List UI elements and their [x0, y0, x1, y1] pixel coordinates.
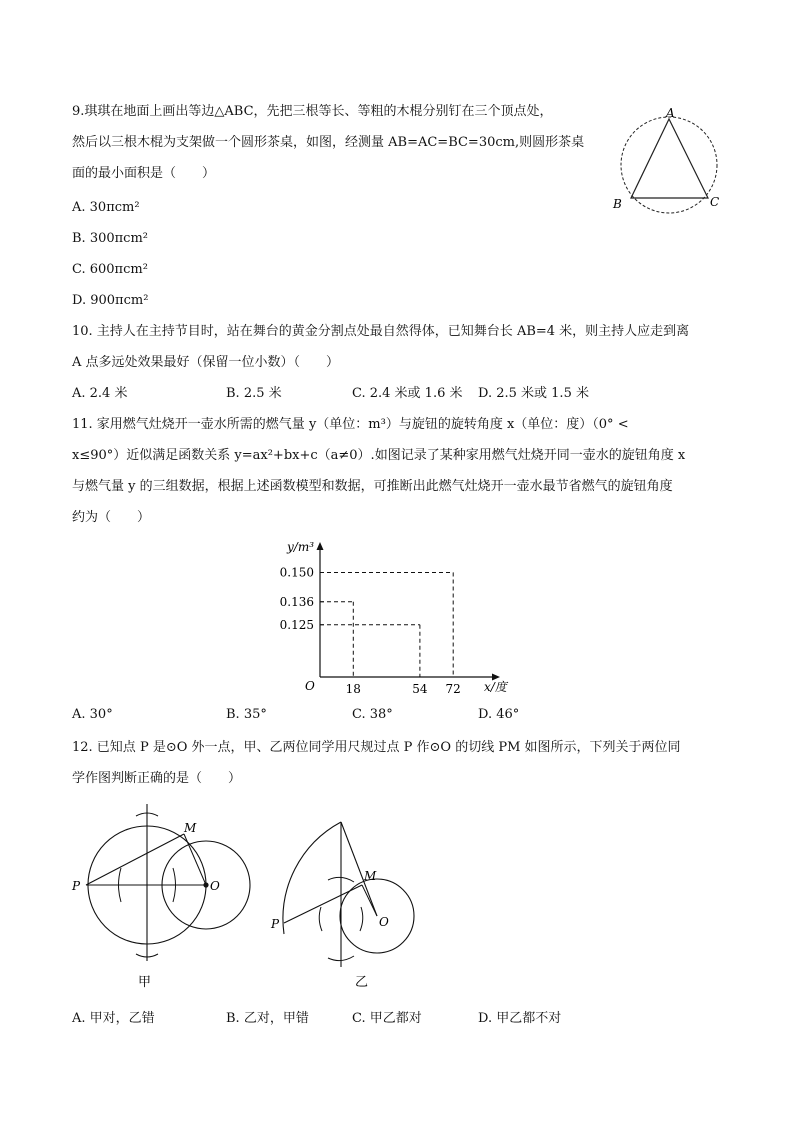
jia-label-m: M — [184, 821, 197, 835]
q11-option-a: A. 30° — [72, 707, 113, 722]
yi-caption: 乙 — [355, 975, 369, 990]
x-tick-label-18: 18 — [345, 682, 361, 696]
q11-option-b: B. 35° — [226, 707, 267, 722]
x-tick-label-72: 72 — [445, 682, 461, 696]
x-tick-label-54: 54 — [412, 682, 428, 696]
q12-option-c: C. 甲乙都对 — [352, 1011, 422, 1026]
q12-figure-jia — [66, 796, 266, 992]
q12-option-a: A. 甲对，乙错 — [72, 1011, 155, 1026]
q9-option-d: D. 900πcm² — [72, 293, 149, 308]
q11-line4: 约为（ ） — [72, 510, 151, 525]
q11-line1: 11. 家用燃气灶烧开一壶水所需的燃气量 y（单位：m³）与旋钮的旋转角度 x（单位：度）（0° < — [72, 417, 629, 432]
yi-label-m: M — [364, 869, 377, 883]
q9-line1: 9.琪琪在地面上画出等边△ABC，先把三根等长、等粗的木棍分别钉在三个顶点处， — [72, 104, 553, 119]
yi-label-o: O — [379, 915, 389, 929]
q11-option-c: C. 38° — [352, 707, 393, 722]
q9-line3: 面的最小面积是（ ） — [72, 166, 216, 181]
y-axis-label: y/m³ — [287, 540, 315, 554]
jia-caption: 甲 — [138, 975, 152, 990]
y-tick-label-0.125: 0.125 — [279, 617, 314, 632]
q10-option-d: D. 2.5 米或 1.5 米 — [478, 386, 589, 401]
yi-label-p: P — [271, 917, 280, 931]
q10-option-b: B. 2.5 米 — [226, 386, 282, 401]
q9-option-a: A. 30πcm² — [72, 200, 140, 215]
q12-line1: 12. 已知点 P 是⊙O 外一点，甲、乙两位同学用尺规过点 P 作⊙O 的切线 PM 如图所示，下列关于两位同 — [72, 740, 681, 755]
q12-option-b: B. 乙对，甲错 — [226, 1011, 309, 1026]
q10-line2: A 点多远处效果最好（保留一位小数）（ ） — [72, 355, 340, 370]
y-axis-arrow — [317, 542, 324, 550]
q9-option-b: B. 300πcm² — [72, 231, 148, 246]
q9-label-c: C — [710, 195, 720, 209]
q12-figure-yi — [266, 812, 426, 992]
q9-label-a: A — [666, 106, 675, 120]
x-axis-label: x/度 — [484, 680, 507, 694]
q9-label-b: B — [613, 197, 622, 211]
q9-line2: 然后以三根木棍为支架做一个圆形茶桌，如图，经测量 AB=AC=BC=30cm,则圆形茶桌 — [72, 135, 585, 150]
q12-option-d: D. 甲乙都不对 — [478, 1011, 562, 1026]
q9-option-c: C. 600πcm² — [72, 262, 148, 277]
jia-label-o: O — [210, 879, 220, 893]
q10-line1: 10. 主持人在主持节目时，站在舞台的黄金分割点处最自然得体，已知舞台长 AB=4 米，则主持人应走到离 — [72, 324, 690, 339]
q9-triangle-figure — [608, 102, 738, 217]
q11-line3: 与燃气量 y 的三组数据，根据上述函数模型和数据，可推断出此燃气灶烧开一壶水最节省燃气的旋钮角度 — [72, 479, 673, 494]
q10-option-c: C. 2.4 米或 1.6 米 — [352, 386, 463, 401]
jia-label-p: P — [72, 879, 81, 893]
q12-line2: 学作图判断正确的是（ ） — [72, 771, 242, 786]
q11-option-d: D. 46° — [478, 707, 520, 722]
q10-option-a: A. 2.4 米 — [72, 386, 128, 401]
origin-label: O — [305, 679, 315, 693]
q11-line2: x≤90°）近似满足函数关系 y=ax²+bx+c（a≠0）.如图记录了某种家用燃气灶烧开同一壶水的旋钮角度 x — [72, 448, 686, 463]
y-tick-label-0.150: 0.150 — [279, 565, 314, 580]
q11-chart — [270, 535, 530, 705]
y-tick-label-0.136: 0.136 — [279, 594, 314, 609]
